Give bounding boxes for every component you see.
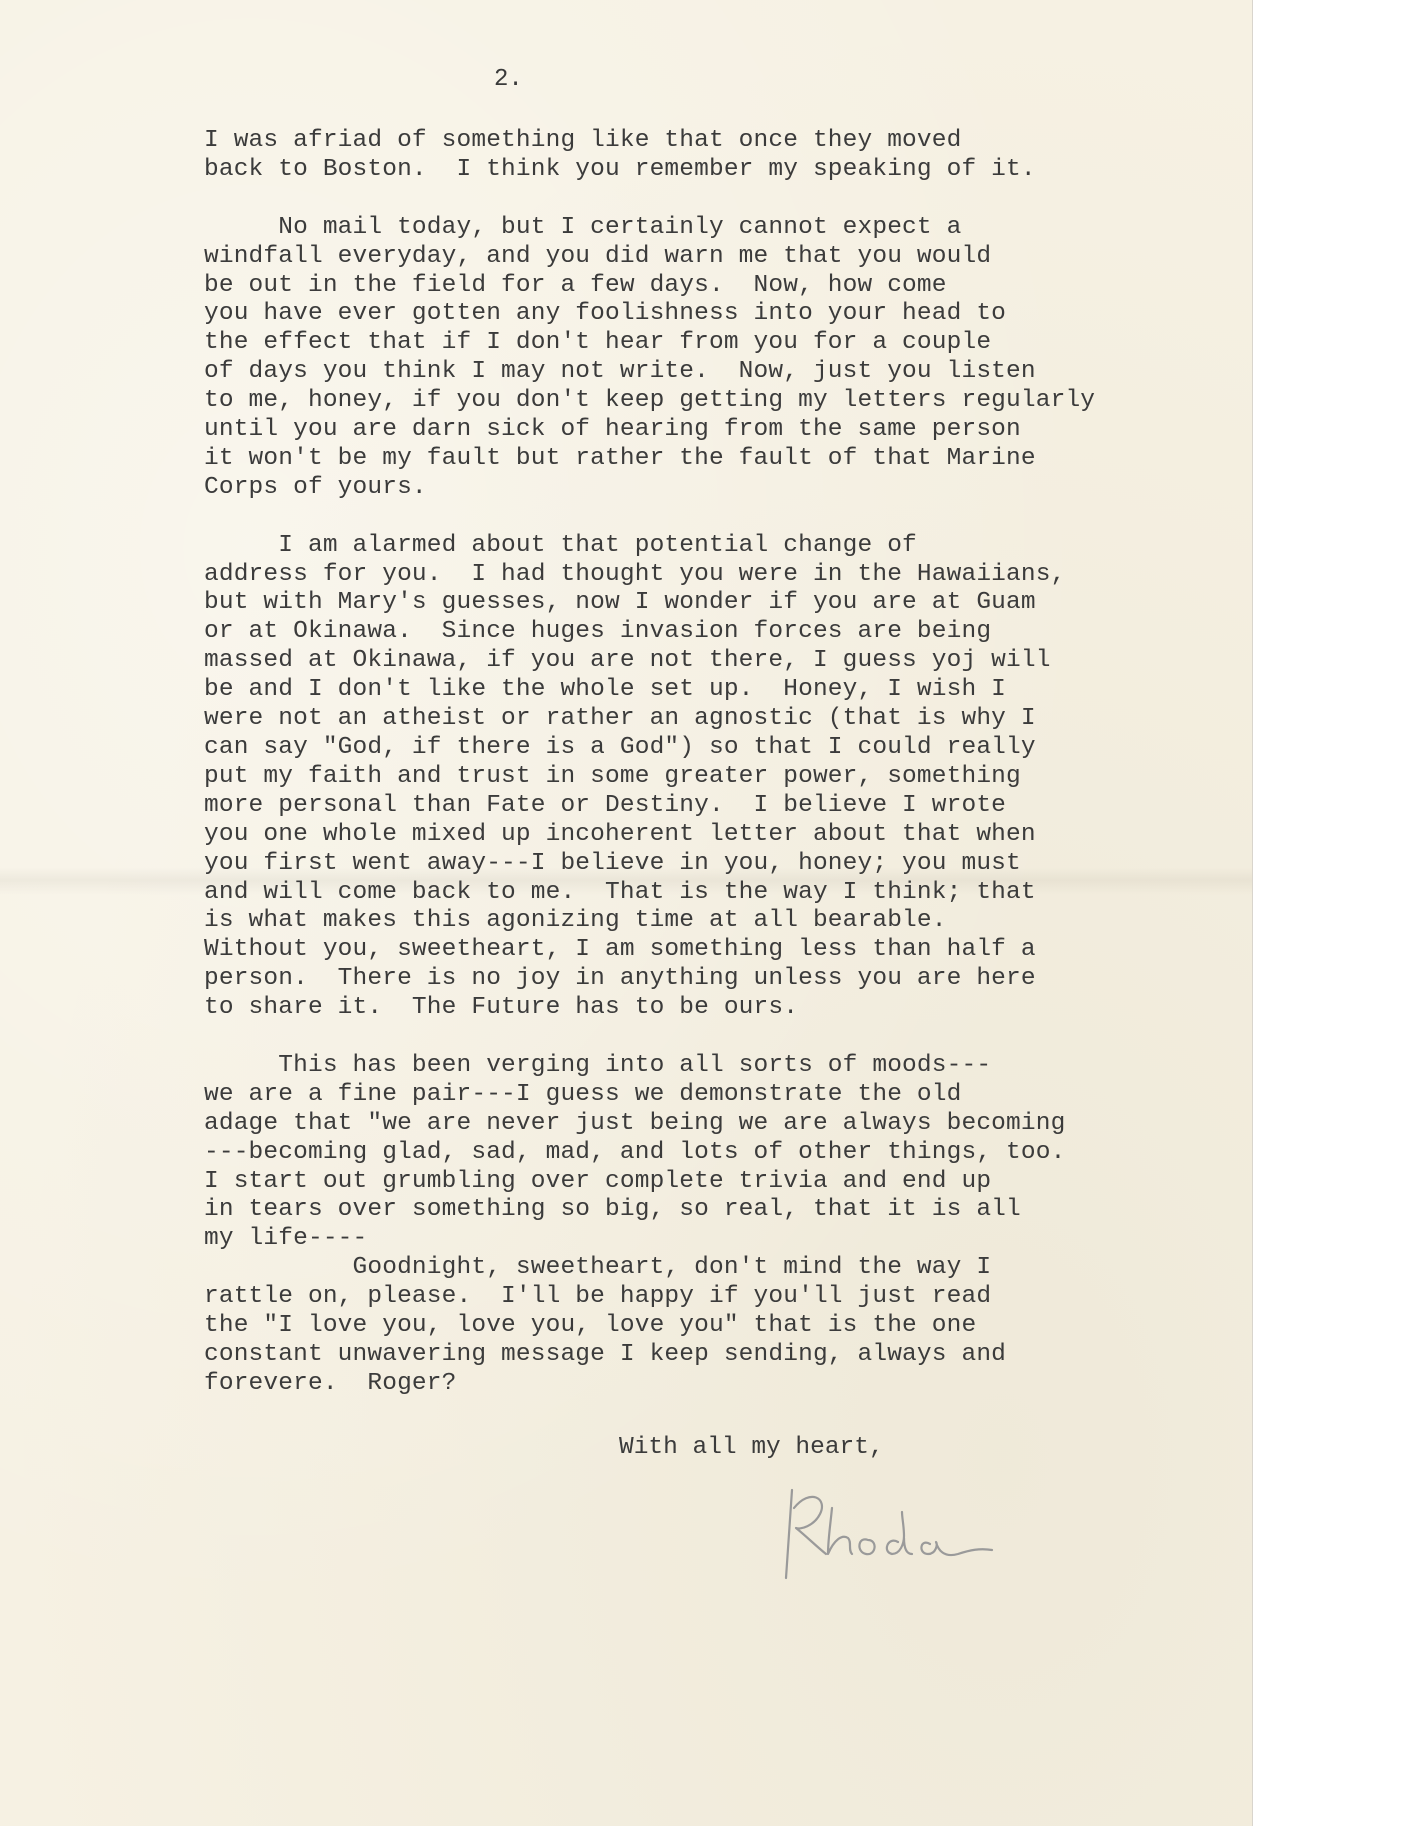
text-line: the effect that if I don't hear from you for a couple — [204, 329, 992, 357]
text-line: the "I love you, love you, love you" that is the one — [204, 1312, 977, 1340]
text-line: is what makes this agonizing time at all bearable. — [204, 907, 947, 935]
closing-line: With all my heart, — [619, 1434, 884, 1461]
text-line: in tears over something so big, so real, that it is all — [204, 1196, 1021, 1224]
letter-body — [204, 127, 1244, 1399]
text-line: were not an atheist or rather an agnostic (that is why I — [204, 705, 1036, 733]
text-line: windfall everyday, and you did warn me that you would — [204, 242, 992, 270]
text-line: forevere. Roger? — [204, 1369, 457, 1397]
text-line: to me, honey, if you don't keep getting my letters regularly — [204, 387, 1096, 415]
text-line: but with Mary's guesses, now I wonder if you are at Guam — [204, 589, 1036, 617]
text-line: back to Boston. I think you remember my speaking of it. — [204, 155, 1036, 183]
text-line: of days you think I may not write. Now, just you listen — [204, 358, 1036, 386]
paragraph-1 — [204, 127, 1244, 185]
text-line: I was afriad of something like that once they moved — [204, 127, 962, 154]
text-line: adage that "we are never just being we are always becoming — [204, 1109, 1066, 1137]
text-line: until you are darn sick of hearing from the same person — [204, 416, 1021, 444]
text-line: you have ever gotten any foolishness into your head to — [204, 300, 1007, 328]
text-line: you one whole mixed up incoherent letter about that when — [204, 820, 1036, 848]
text-line: to share it. The Future has to be ours. — [204, 994, 799, 1022]
text-line: constant unwavering message I keep sending, always and — [204, 1341, 1007, 1369]
text-line: be out in the field for a few days. Now, how come — [204, 271, 947, 299]
text-line: my life---- — [204, 1225, 368, 1253]
text-line: Corps of yours. — [204, 473, 427, 501]
text-line: more personal than Fate or Destiny. I believe I wrote — [204, 791, 1007, 819]
paragraph-4 — [204, 1052, 1244, 1399]
text-line: we are a fine pair---I guess we demonstrate the old — [204, 1080, 962, 1108]
text-line: or at Okinawa. Since huges invasion forces are being — [204, 618, 992, 646]
page-number: 2. — [494, 66, 523, 93]
text-line: it won't be my fault but rather the fault of that Marine — [204, 444, 1036, 472]
text-line: No mail today, but I certainly cannot expect a — [204, 213, 962, 241]
text-line: be and I don't like the whole set up. Honey, I wish I — [204, 676, 1007, 704]
text-line: ---becoming glad, sad, mad, and lots of other things, too. — [204, 1138, 1066, 1166]
text-line: and will come back to me. That is the way I think; that — [204, 878, 1036, 906]
text-line: I am alarmed about that potential change of — [204, 531, 917, 559]
text-line: can say "God, if there is a God") so that I could really — [204, 734, 1036, 761]
handwritten-signature — [780, 1478, 1000, 1588]
text-line: person. There is no joy in anything unless you are here — [204, 965, 1036, 993]
paragraph-3 — [204, 532, 1244, 1023]
text-line: you first went away---I believe in you, honey; you must — [204, 849, 1021, 877]
text-line: address for you. I had thought you were in the Hawaiians, — [204, 560, 1066, 588]
text-line: This has been verging into all sorts of moods--- — [204, 1051, 992, 1079]
text-line: Without you, sweetheart, I am something less than half a — [204, 936, 1036, 964]
text-line: put my faith and trust in some greater power, something — [204, 762, 1021, 790]
text-line: Goodnight, sweetheart, don't mind the way I — [204, 1254, 992, 1282]
text-line: I start out grumbling over complete trivia and end up — [204, 1167, 992, 1195]
paragraph-2 — [204, 214, 1244, 503]
text-line: rattle on, please. I'll be happy if you'll just read — [204, 1283, 992, 1311]
text-line: massed at Okinawa, if you are not there, I guess yoj will — [204, 647, 1051, 675]
